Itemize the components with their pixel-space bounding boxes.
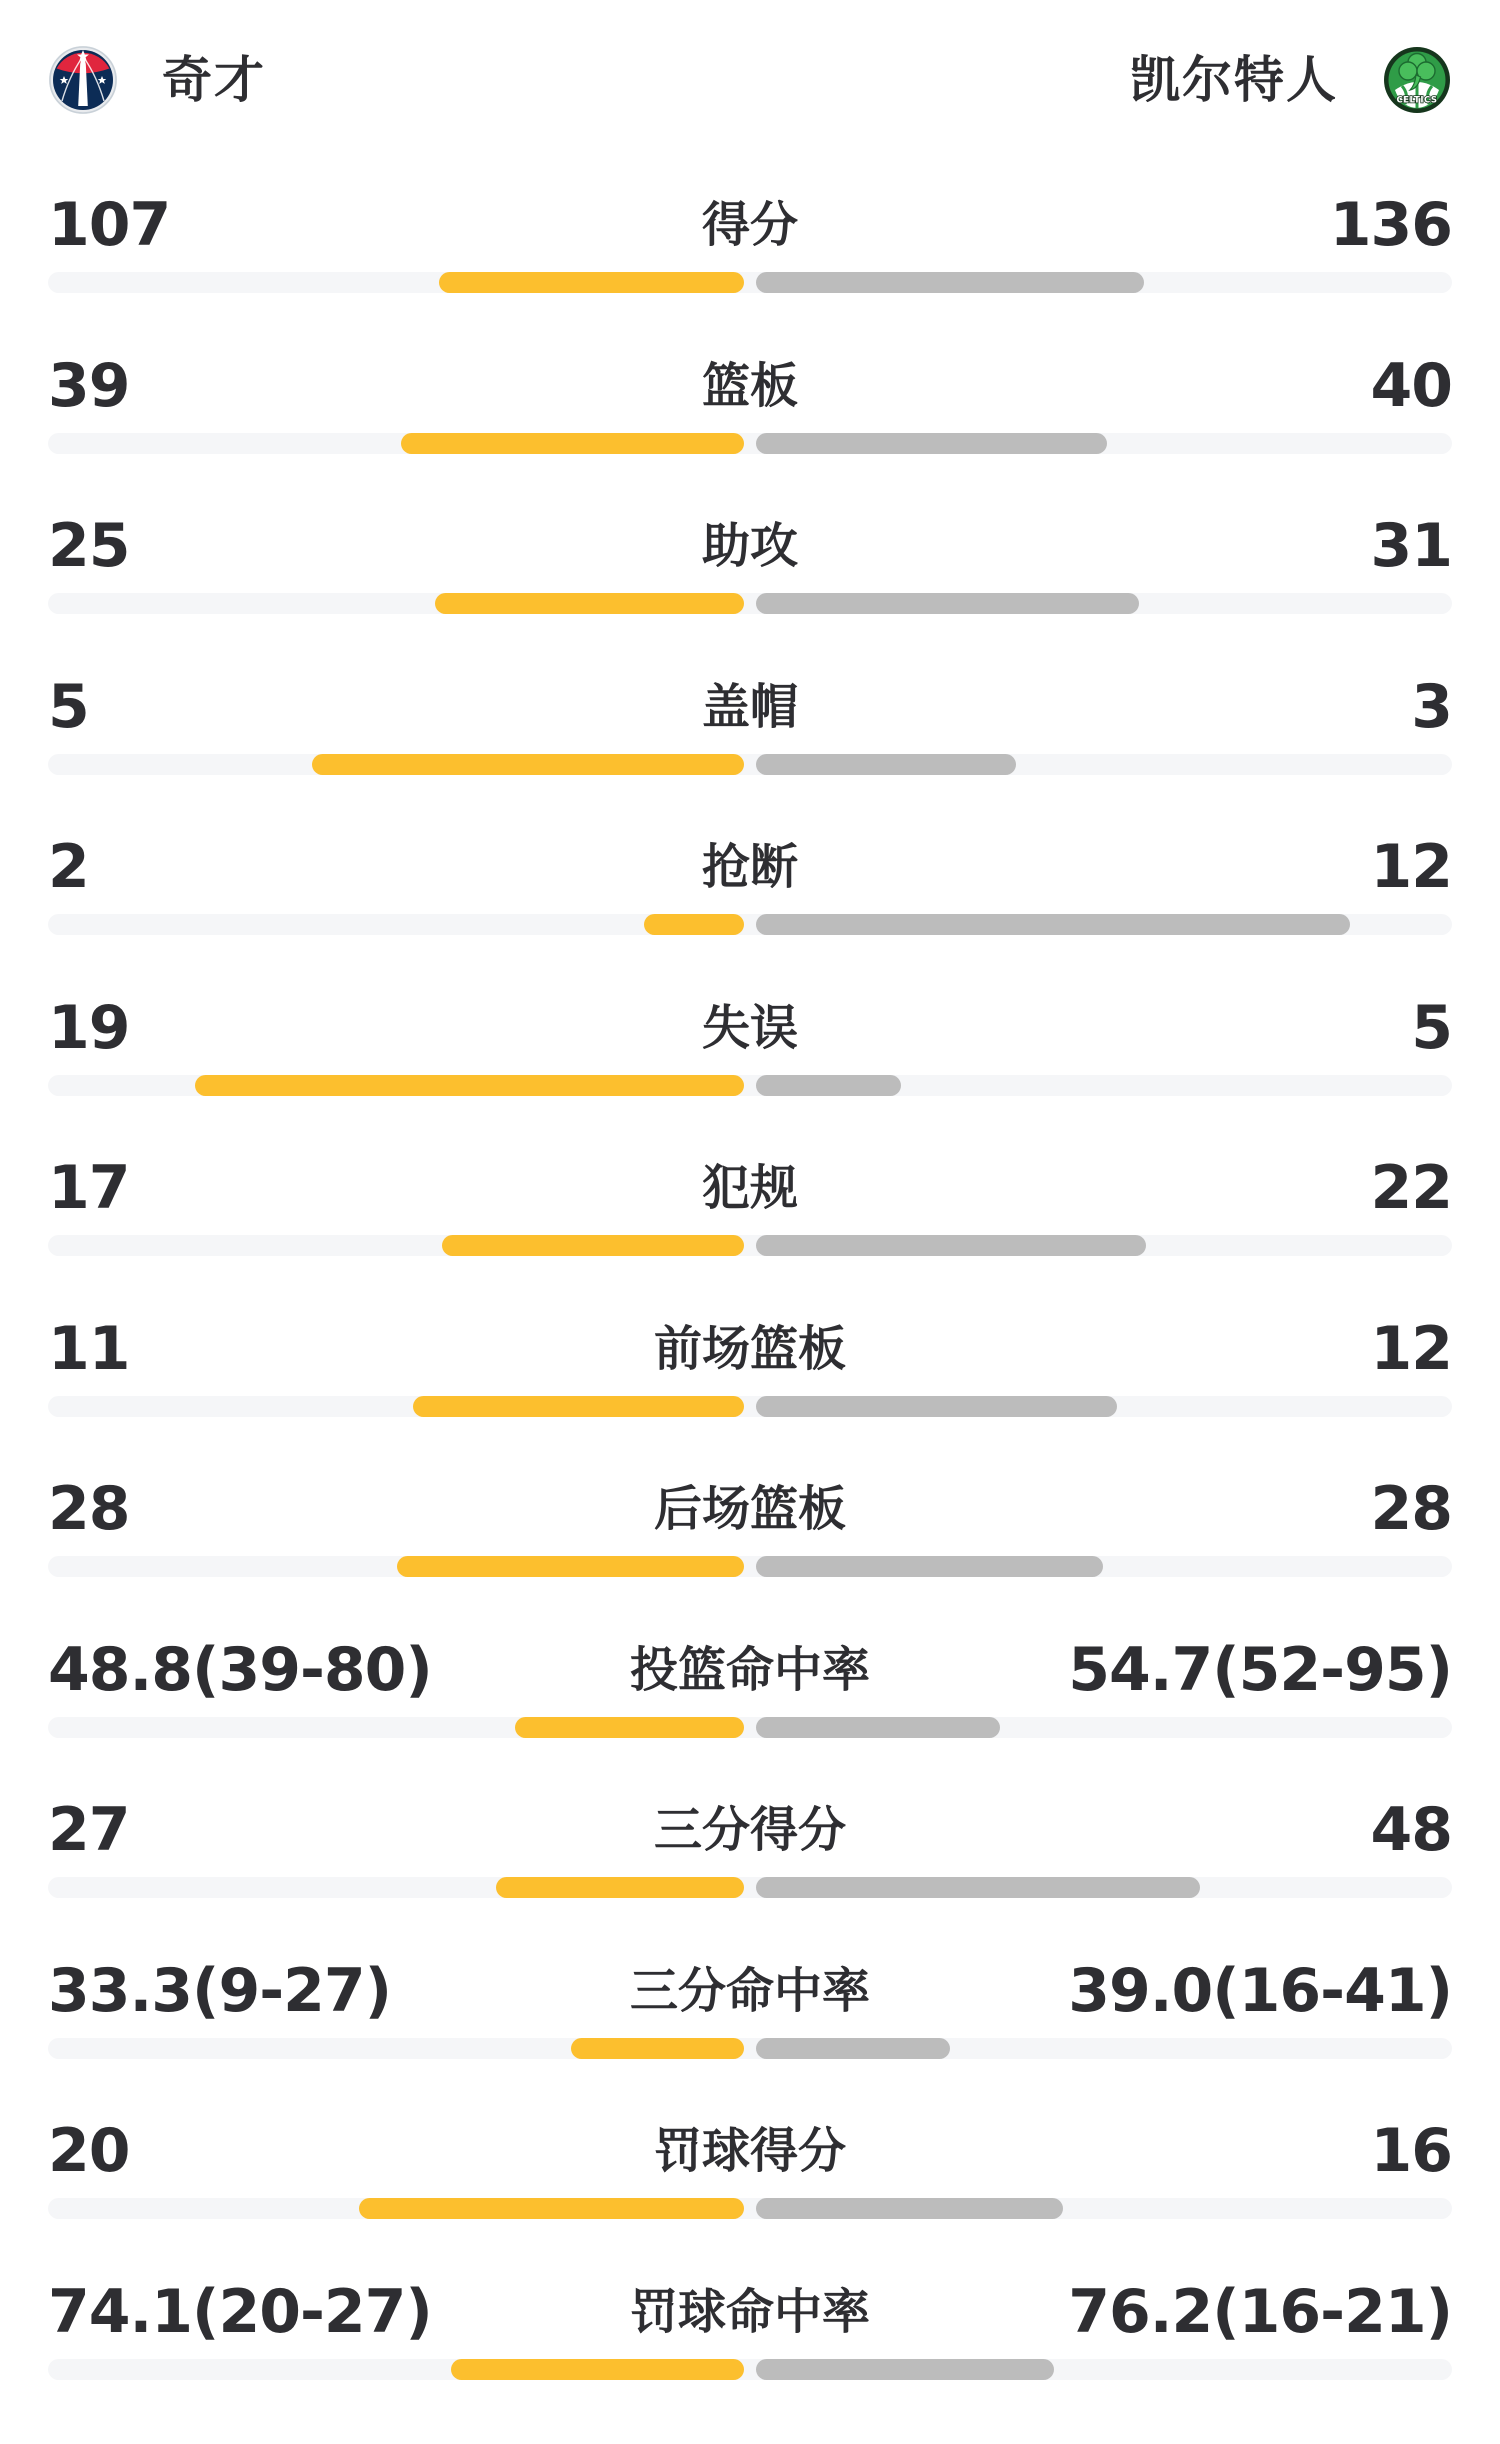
- stat-bar-track: [48, 2359, 1452, 2380]
- stat-row-2: [48, 306, 1452, 467]
- stat-values: [48, 833, 1452, 901]
- stat-values: [48, 994, 1452, 1062]
- home-bar: [644, 914, 744, 935]
- home-bar: [571, 2038, 744, 2059]
- stat-row-3: [48, 466, 1452, 627]
- stat-row-14: [48, 2232, 1452, 2393]
- away-bar: [756, 2198, 1063, 2219]
- stat-bar-track: [48, 2038, 1452, 2059]
- away-value: 31: [1370, 511, 1452, 581]
- home-bar: [195, 1075, 744, 1096]
- away-value: 16: [1370, 2116, 1452, 2186]
- home-value: 11: [48, 1313, 130, 1384]
- stat-bar-track: [48, 2198, 1452, 2219]
- team-stats-page: [48, 44, 1452, 2392]
- away-bar: [756, 914, 1350, 935]
- stat-bar-track: [48, 433, 1452, 454]
- away-value: 39.0(16-41): [1068, 1955, 1452, 2026]
- home-value: 48.8(39-80): [48, 1634, 432, 1705]
- stat-bar-track: [48, 1556, 1452, 1577]
- home-value: 2: [48, 832, 89, 902]
- away-bar: [756, 1717, 1000, 1738]
- home-bar: [401, 433, 744, 454]
- stat-values: [48, 1154, 1452, 1222]
- away-bar: [756, 2359, 1054, 2380]
- away-bar: [756, 1877, 1200, 1898]
- stat-bar-track: [48, 1877, 1452, 1898]
- stat-label: 投篮命中率: [629, 1641, 871, 1698]
- stat-label: 犯规: [701, 1160, 799, 1216]
- stat-label: 罚球得分: [653, 2123, 847, 2179]
- wizards-logo-icon: [48, 45, 118, 115]
- home-team-name: 奇才: [162, 51, 266, 109]
- stat-bar-track: [48, 1235, 1452, 1256]
- home-value: 17: [48, 1153, 130, 1223]
- away-value: 40: [1370, 350, 1452, 421]
- stat-row-8: [48, 1269, 1452, 1430]
- stat-row-12: [48, 1911, 1452, 2072]
- away-bar: [756, 1235, 1146, 1256]
- home-value: 20: [48, 2116, 130, 2186]
- stat-values: [48, 673, 1452, 741]
- stat-values: [48, 1796, 1452, 1864]
- stat-bar-track: [48, 593, 1452, 614]
- home-bar: [439, 272, 744, 293]
- stat-bar-track: [48, 272, 1452, 293]
- stat-bar-track: [48, 754, 1452, 775]
- header: [48, 44, 1452, 116]
- home-value: 5: [48, 671, 89, 742]
- away-bar: [756, 1396, 1117, 1417]
- home-bar: [312, 754, 744, 775]
- stat-bar-track: [48, 1396, 1452, 1417]
- away-value: 12: [1370, 1313, 1452, 1384]
- stat-row-7: [48, 1108, 1452, 1269]
- away-value: 48: [1370, 1795, 1452, 1865]
- away-bar: [756, 1556, 1103, 1577]
- stat-label: 抢断: [701, 839, 799, 895]
- away-value: 28: [1370, 1474, 1452, 1544]
- stat-label: 失误: [701, 999, 799, 1056]
- stat-label: 盖帽: [701, 678, 799, 735]
- away-bar: [756, 1075, 901, 1096]
- home-value: 74.1(20-27): [48, 2276, 432, 2347]
- stat-label: 后场篮板: [653, 1481, 847, 1537]
- celtics-logo-text: CELTICS: [1396, 95, 1438, 106]
- away-value: 12: [1370, 832, 1452, 902]
- stat-row-4: [48, 627, 1452, 788]
- home-bar: [359, 2198, 744, 2219]
- stat-values: [48, 191, 1452, 259]
- away-team-name: 凯尔特人: [1130, 51, 1338, 109]
- stat-row-11: [48, 1750, 1452, 1911]
- away-bar: [756, 2038, 950, 2059]
- stat-row-5: [48, 787, 1452, 948]
- stat-values: [48, 1315, 1452, 1383]
- away-value: 136: [1329, 190, 1452, 260]
- away-bar: [756, 593, 1139, 614]
- stat-label: 前场篮板: [653, 1320, 847, 1377]
- stat-label: 助攻: [701, 518, 799, 574]
- stat-bar-track: [48, 914, 1452, 935]
- stats-list: [48, 145, 1452, 2392]
- home-bar: [435, 593, 744, 614]
- home-bar: [496, 1877, 745, 1898]
- home-bar: [442, 1235, 744, 1256]
- stat-label: 篮板: [701, 357, 799, 414]
- home-value: 28: [48, 1474, 130, 1544]
- stat-values: [48, 512, 1452, 580]
- away-bar: [756, 754, 1016, 775]
- stat-label: 罚球命中率: [629, 2283, 871, 2340]
- home-value: 19: [48, 992, 130, 1063]
- home-bar: [397, 1556, 744, 1577]
- stat-bar-track: [48, 1717, 1452, 1738]
- stat-values: [48, 2117, 1452, 2185]
- stat-row-10: [48, 1590, 1452, 1751]
- home-bar: [451, 2359, 744, 2380]
- away-value: 22: [1370, 1153, 1452, 1223]
- home-bar: [413, 1396, 744, 1417]
- home-team: [48, 45, 266, 115]
- away-value: 5: [1411, 992, 1452, 1063]
- away-bar: [756, 433, 1107, 454]
- stat-row-1: [48, 145, 1452, 306]
- home-value: 107: [48, 190, 171, 260]
- away-team: [1130, 45, 1452, 115]
- away-value: 3: [1411, 671, 1452, 742]
- home-value: 33.3(9-27): [48, 1955, 392, 2026]
- away-value: 76.2(16-21): [1068, 2276, 1452, 2347]
- stat-label: 得分: [701, 197, 799, 253]
- stat-values: [48, 352, 1452, 420]
- stat-bar-track: [48, 1075, 1452, 1096]
- away-value: 54.7(52-95): [1068, 1634, 1452, 1705]
- stat-values: [48, 1475, 1452, 1543]
- stat-row-6: [48, 948, 1452, 1109]
- stat-values: [48, 2278, 1452, 2346]
- stat-label: 三分命中率: [629, 1962, 871, 2019]
- home-bar: [515, 1717, 744, 1738]
- stat-values: [48, 1957, 1452, 2025]
- stat-label: 三分得分: [653, 1802, 847, 1858]
- home-value: 39: [48, 350, 130, 421]
- away-bar: [756, 272, 1144, 293]
- home-value: 25: [48, 511, 130, 581]
- stat-values: [48, 1636, 1452, 1704]
- stat-row-13: [48, 2071, 1452, 2232]
- stat-row-9: [48, 1429, 1452, 1590]
- celtics-logo-icon: [1382, 45, 1452, 115]
- home-value: 27: [48, 1795, 130, 1865]
